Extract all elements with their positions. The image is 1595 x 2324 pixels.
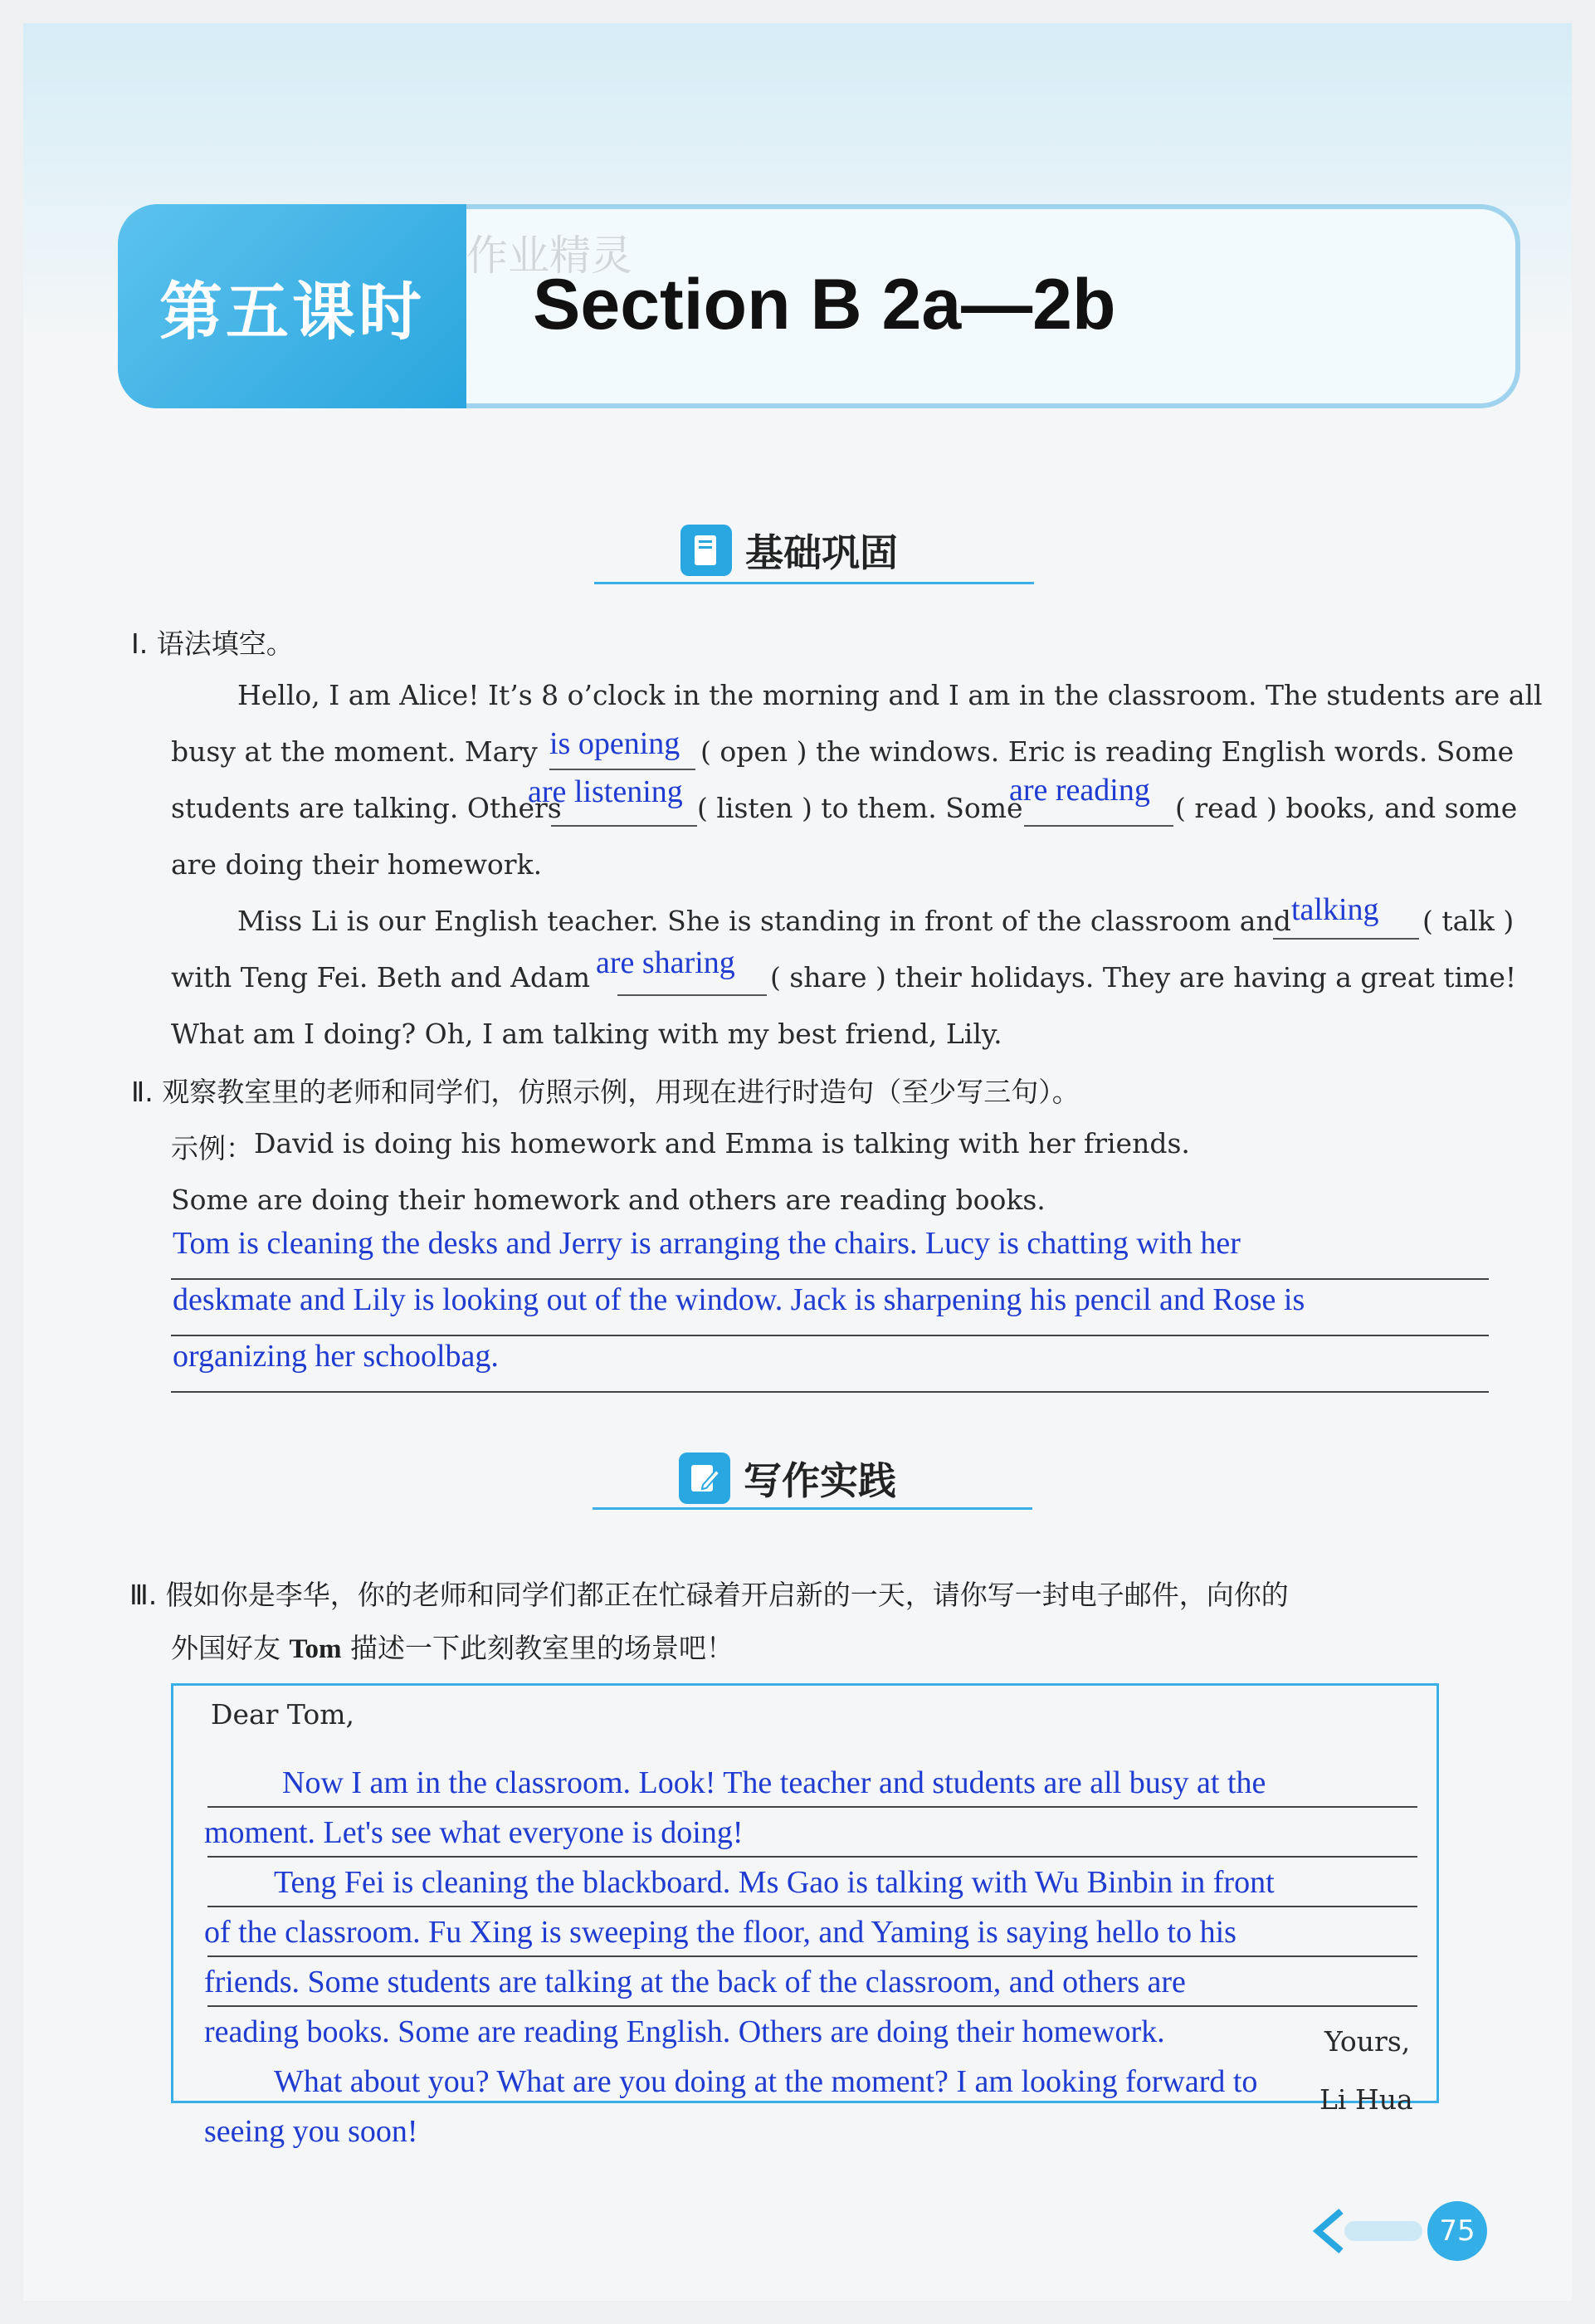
pencil-note-icon [679, 1452, 730, 1504]
answer-blank [551, 825, 697, 827]
lesson-tag [118, 204, 466, 408]
handwritten-answer-line: Now I am in the classroom. Look! The teacher and students are all busy at the [282, 1765, 1266, 1800]
passage-line: Miss Li is our English teacher. She is standing in front of the classroom and [237, 905, 1291, 937]
passage-line: ( listen ) to them. Some [697, 792, 1023, 824]
writing-line [207, 1955, 1417, 1957]
section-title: Section B 2a—2b [533, 265, 1116, 344]
writing-line [207, 2005, 1417, 2007]
section-underline [593, 1507, 1032, 1510]
writing-line [171, 1278, 1489, 1280]
email-greeting: Dear Tom, [211, 1698, 355, 1731]
handwritten-answer-line: organizing her schoolbag. [173, 1339, 499, 1374]
page-number: 75 [1427, 2201, 1487, 2261]
handwritten-answer-line: of the classroom. Fu Xing is sweeping the floor, and Yaming is saying hello to his [204, 1915, 1236, 1950]
passage-line: ( share ) their holidays. They are having a great time! [770, 961, 1517, 994]
handwritten-answer-line: What about you? What are you doing at the moment? I am looking forward to [274, 2064, 1258, 2099]
handwritten-answer-line: reading books. Some are reading English. Others are doing their homework. [204, 2014, 1165, 2049]
email-closing: Yours, [1324, 2025, 1411, 2058]
lesson-tag-text: 第五课时 [159, 274, 425, 349]
handwritten-answer: are sharing [596, 945, 735, 980]
section-underline [594, 582, 1034, 584]
watermark-text: 作业精灵 [466, 232, 632, 280]
passage-line: are doing their homework. [171, 848, 543, 881]
handwritten-answer-line: seeing you soon! [204, 2114, 418, 2149]
writing-line [171, 1335, 1489, 1336]
question-label: Ⅲ. 假如你是李华，你的老师和同学们都正在忙碌着开启新的一天，请你写一封电子邮件，向你的 [129, 1579, 1289, 1611]
writing-line [171, 1391, 1489, 1393]
handwritten-answer: are listening [528, 774, 683, 809]
passage-line: What am I doing? Oh, I am talking with my best friend, Lily. [171, 1018, 1002, 1050]
email-signature: Li Hua [1319, 2083, 1413, 2116]
writing-line [207, 1856, 1417, 1858]
handwritten-answer: talking [1291, 892, 1379, 927]
example-sentence: Some are doing their homework and others are reading books. [171, 1184, 1046, 1216]
writing-line [207, 1906, 1417, 1907]
answer-blank [1273, 938, 1419, 940]
question-label: Ⅱ. 观察教室里的老师和同学们，仿照示例，用现在进行时造句（至少写三句）。 [131, 1076, 1080, 1108]
writing-line [207, 1806, 1417, 1808]
handwritten-answer-line: friends. Some students are talking at the back of the classroom, and others are [204, 1965, 1186, 1999]
section-header-writing [679, 1451, 896, 1506]
workbook-page [23, 23, 1572, 2301]
question-label-part: 外国好友 [171, 1632, 290, 1664]
handwritten-answer-line: deskmate and Lily is looking out of the window. Jack is sharpening his pencil and Rose is [173, 1282, 1305, 1317]
passage-line: busy at the moment. Mary [171, 735, 538, 768]
example-sentence: David is doing his homework and Emma is talking with her friends. [254, 1127, 1190, 1160]
passage-line: ( talk ) [1422, 905, 1515, 937]
example-label: 示例： [171, 1132, 253, 1164]
question-label-line2 [171, 1627, 734, 1666]
answer-blank [549, 769, 695, 770]
handwritten-answer: are reading [1009, 773, 1150, 808]
answer-blank [1024, 825, 1173, 827]
question-label-part: 描述一下此刻教室里的场景吧！ [341, 1632, 734, 1664]
handwritten-answer-line: moment. Let's see what everyone is doing! [204, 1815, 744, 1850]
question-label-name: Tom [289, 1634, 342, 1664]
passage-line: ( read ) books, and some [1175, 792, 1518, 824]
page-chevron-icon [1308, 2206, 1424, 2259]
passage-line: ( open ) the windows. Eric is reading English words. Some [700, 735, 1515, 768]
answer-blank [617, 994, 767, 996]
handwritten-answer-line: Tom is cleaning the desks and Jerry is arranging the chairs. Lucy is chatting with her [173, 1226, 1241, 1261]
passage-line: students are talking. Others [171, 792, 562, 824]
passage-line: with Teng Fei. Beth and Adam [171, 961, 591, 994]
handwritten-answer-line: Teng Fei is cleaning the blackboard. Ms Gao is talking with Wu Binbin in front [274, 1865, 1275, 1900]
passage-line: Hello, I am Alice! It’s 8 o’clock in the morning and I am in the classroom. The students are all [237, 679, 1543, 711]
handwritten-answer: is opening [549, 726, 680, 761]
section-header-basics [680, 523, 898, 578]
book-icon [680, 525, 732, 576]
question-label: Ⅰ. 语法填空。 [131, 627, 294, 660]
section-header-label: 基础巩固 [745, 530, 898, 575]
section-header-label: 写作实践 [744, 1458, 896, 1503]
